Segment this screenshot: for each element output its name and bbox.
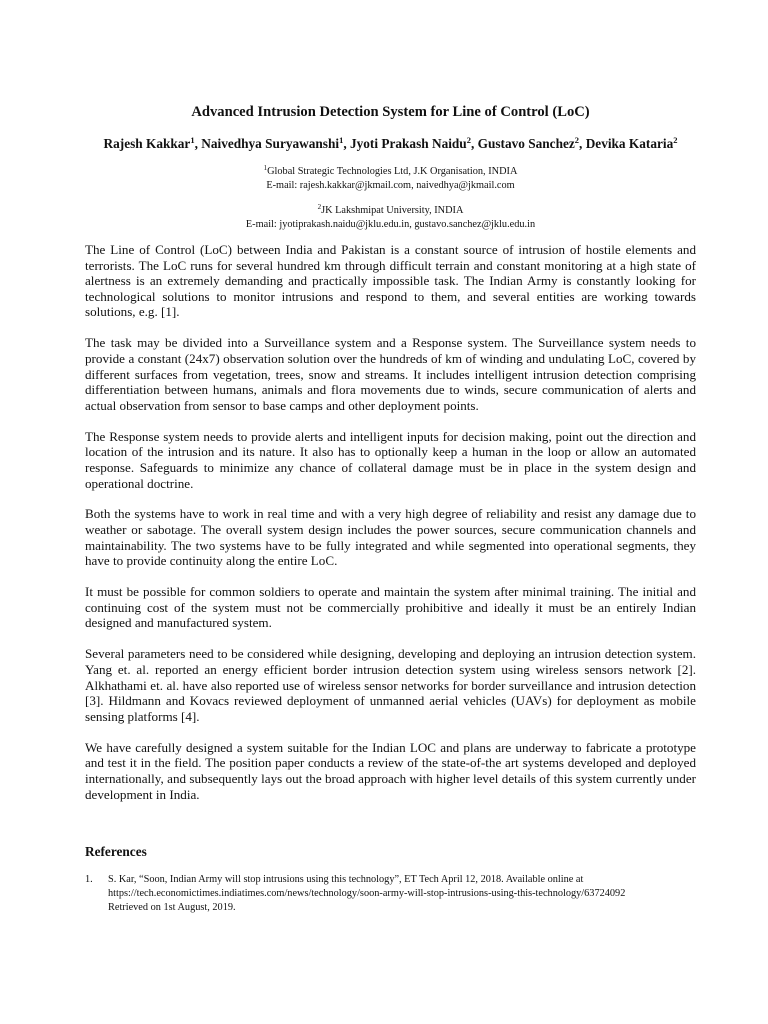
references-heading: References: [85, 844, 147, 859]
affiliation-email: E-mail: rajesh.kakkar@jkmail.com, naivedhya@jkmail.com: [266, 180, 515, 191]
affiliation-block: [85, 165, 696, 193]
affiliation-org: [85, 165, 696, 179]
author-name: Jyoti Prakash Naidu: [349, 136, 467, 151]
affiliation-mark: 1: [263, 164, 268, 172]
author-name: Naivedhya Suryawanshi: [201, 136, 340, 151]
affiliation-org-text: Global Strategic Technologies Ltd, J.K Organisation, INDIA: [267, 166, 518, 177]
author-affiliation-mark: 2: [574, 135, 580, 145]
body-paragraph: We have carefully designed a system suitable for the Indian LOC and plans are underway to fabricate a prototype and test it in the field. The position paper conducts a review of the state-of-the art systems developed and deployed internationally, and subsequently lays out the broad approach with higher level details of this system currently under development in India.: [85, 739, 696, 802]
author-affiliation-mark: 1: [339, 135, 344, 145]
author-separator: ,: [470, 136, 478, 151]
reference-link[interactable]: https://tech.economictimes.indiatimes.com/news/technology/soon-army-will-stop-intrusions-using-this-technology/63724092: [108, 888, 626, 899]
author-separator: ,: [579, 136, 586, 151]
affiliation-org-text: JK Lakshmipat University, INDIA: [321, 205, 464, 216]
author-separator: ,: [343, 136, 350, 151]
body-paragraph: The Response system needs to provide alerts and intelligent inputs for decision making, point out the direction and location of the intrusion and its nature. It also has to optionally keep a human in the loop or allow an automated response. Safeguards to minimize any chance of collateral damage must be in place in the system design and operational doctrine.: [85, 428, 696, 491]
affiliation-email: E-mail: jyotiprakash.naidu@jklu.edu.in, gustavo.sanchez@jklu.edu.in: [245, 219, 536, 230]
body-paragraph: Several parameters need to be considered while designing, developing and deploying an intrusion detection system. Yang et. al. reported an energy efficient border intrusion detection system using wireless sensors network [2]. Alkhathami et. al. have also reported use of wireless sensor networks for border surveillance and intrusion detection [3]. Hildmann and Kovacs reviewed deployment of unmanned aerial vehicles (UAVs) for deployment as mobile sensing platforms [4].: [85, 646, 696, 724]
author-list: [75, 135, 706, 153]
affiliation-block: [85, 204, 696, 232]
author-affiliation-mark: 1: [190, 135, 195, 145]
author-name: Gustavo Sanchez: [477, 136, 575, 151]
body-paragraph: The task may be divided into a Surveillance system and a Response system. The Surveillance system needs to provide a constant (24x7) observation solution over the hundreds of km of winding and undulating LoC, covered by different surfaces from vegetation, trees, snow and streams. It includes intelligent intrusion detection comprising differentiation between humans, animals and flora movements due to winds, secure communication of alerts and actual observation from sensor to base camps and other deployment points.: [85, 335, 696, 413]
reference-number: 1.: [85, 874, 93, 885]
body-paragraph: It must be possible for common soldiers to operate and maintain the system after minimal training. The initial and continuing cost of the system must not be commercially prohibitive and ideally it must be an entirely Indian designed and manufactured system.: [85, 584, 696, 631]
author-name: Devika Kataria: [585, 136, 674, 151]
affiliation-mark: 2: [317, 203, 322, 211]
author-separator: ,: [194, 136, 202, 151]
reference-line: S. Kar, “Soon, Indian Army will stop intrusions using this technology”, ET Tech April 12, 2018. Available online at: [108, 874, 584, 885]
author-name: Rajesh Kakkar: [103, 136, 191, 151]
reference-text: [108, 873, 698, 915]
author-affiliation-mark: 2: [673, 135, 678, 145]
paper-title: Advanced Intrusion Detection System for Line of Control (LoC): [191, 104, 590, 120]
reference-line: Retrieved on 1st August, 2019.: [108, 902, 236, 913]
body-paragraph: Both the systems have to work in real time and with a very high degree of reliability and resist any damage due to weather or sabotage. The overall system design includes the power sources, secure communication channels and maintainability. The two systems have to be fully integrated and while segmented into operational segments, they have to provide continuity along the entire LoC.: [85, 506, 696, 569]
body-paragraph: The Line of Control (LoC) between India and Pakistan is a constant source of intrusion of hostile elements and terrorists. The LoC runs for several hundred km through difficult terrain and constant monitoring at a high state of alertness is an extremely demanding and practically impossible task. The Indian Army is constantly looking for technological solutions to monitor intrusions and respond to them, and several entities are working towards solutions, e.g. [1].: [85, 242, 696, 320]
body-text: [85, 242, 696, 818]
author-affiliation-mark: 2: [466, 135, 471, 145]
affiliation-org: [85, 204, 696, 218]
